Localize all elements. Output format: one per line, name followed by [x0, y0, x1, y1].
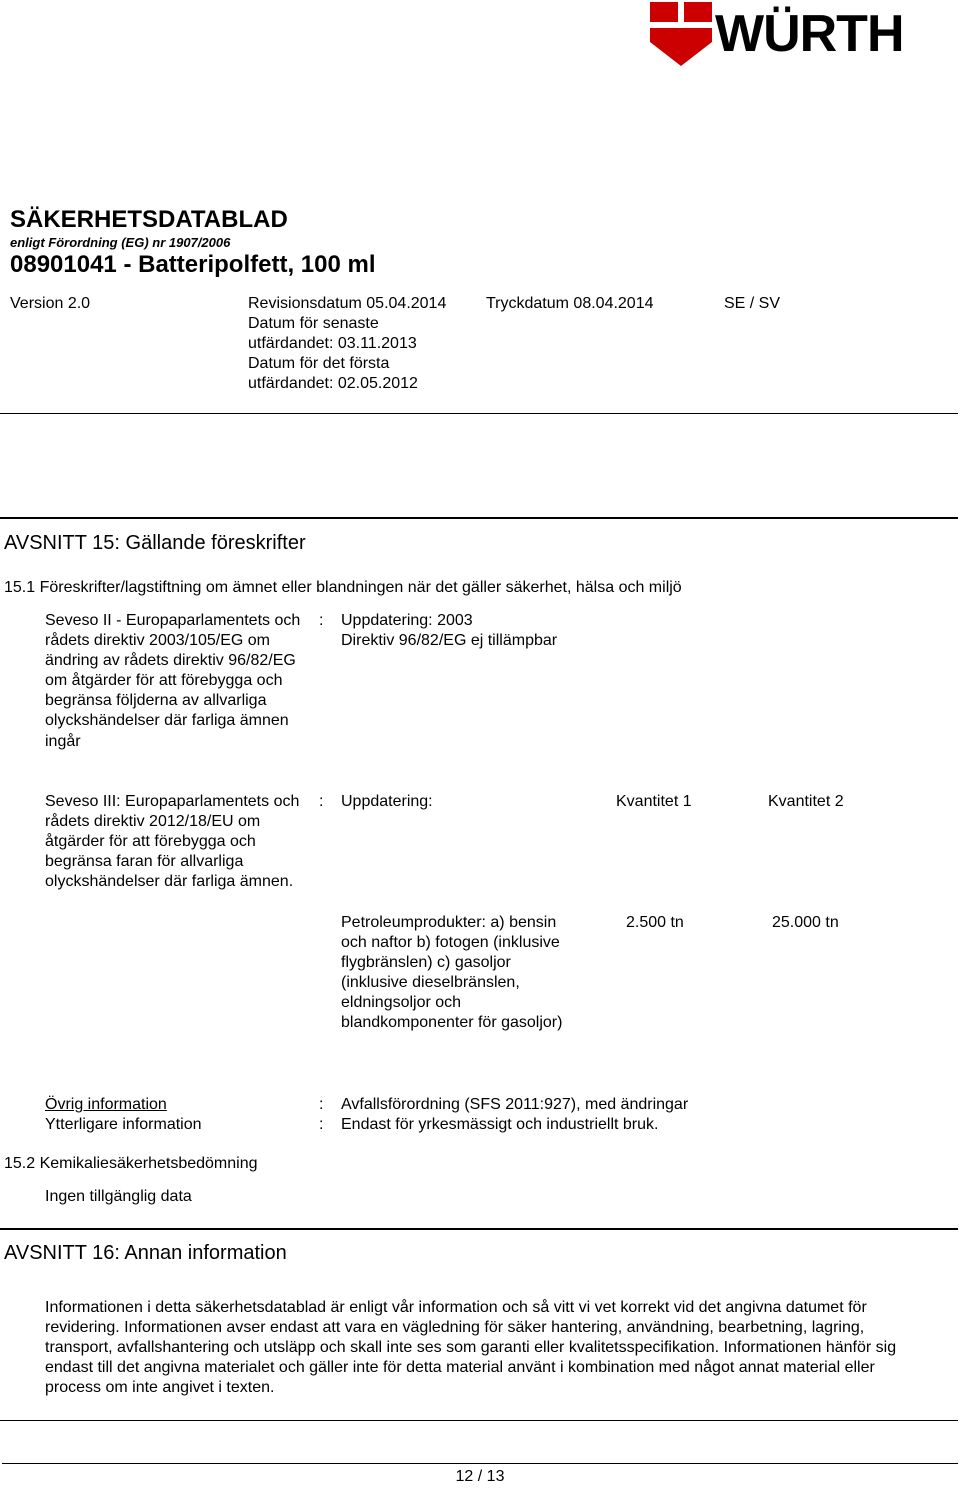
- seveso-ii-update: Uppdatering: 2003: [341, 612, 473, 629]
- seveso-iii-label: Seveso III: Europaparlamentets och rådets direktiv 2012/18/EU om åtgärder för att förebygga och begränsa faran för allvarliga olyckshändelser där farliga ämnen.: [45, 793, 300, 891]
- petroleum-products-item: Petroleumprodukter: a) bensin och naftor b) fotogen (inklusive flygbränslen) c) gasoljor (inklusive dieselbränslen, eldningsoljor och blandkomponenter för gasoljor): [341, 914, 563, 1032]
- last-issue-date: utfärdandet: 03.11.2013: [248, 335, 417, 352]
- seveso-ii-label: Seveso II - Europaparlamentets och rådets direktiv 2003/105/EG om ändring av rådets direktiv 96/82/EG om åtgärder för att förebygga och begränsa följderna av allvarliga olyckshändelser där farliga ämnen ingår: [45, 612, 301, 750]
- subsection-15-1-heading: 15.1 Föreskrifter/lagstiftning om ämnet eller blandningen när det gäller säkerhet, hälsa och miljö: [4, 579, 682, 596]
- subsection-15-2-heading: 15.2 Kemikaliesäkerhetsbedömning: [4, 1155, 258, 1172]
- other-information-value: Avfallsförordning (SFS 2011:927), med ändringar: [341, 1096, 689, 1113]
- seveso-iii-update: Uppdatering:: [341, 793, 433, 810]
- header-divider: [0, 413, 958, 414]
- quantity-2-value: 25.000 tn: [772, 914, 839, 931]
- colon-separator: :: [319, 1096, 324, 1113]
- seveso-ii-applicability: Direktiv 96/82/EG ej tillämpbar: [341, 632, 558, 649]
- language-code: SE / SV: [724, 295, 781, 312]
- footer-divider: [2, 1463, 958, 1464]
- other-information-link[interactable]: Övrig information: [45, 1096, 167, 1113]
- section-15-heading: AVSNITT 15: Gällande föreskrifter: [4, 532, 306, 554]
- colon-separator: :: [319, 793, 324, 810]
- colon-separator: :: [319, 612, 324, 629]
- quantity-1-header: Kvantitet 1: [616, 793, 692, 810]
- further-information-value: Endast för yrkesmässigt och industriellt bruk.: [341, 1116, 659, 1133]
- chemical-safety-assessment-text: Ingen tillgänglig data: [45, 1188, 192, 1205]
- page-number: 12 / 13: [455, 1468, 505, 1485]
- quantity-2-header: Kvantitet 2: [768, 793, 844, 810]
- print-date: Tryckdatum 08.04.2014: [486, 295, 654, 312]
- wurth-logo-icon: [650, 2, 712, 66]
- document-title: SÄKERHETSDATABLAD: [10, 206, 288, 233]
- colon-separator: :: [319, 1116, 324, 1133]
- product-name: 08901041 - Batteripolfett, 100 ml: [10, 251, 376, 278]
- section-divider: [0, 517, 958, 519]
- last-issue-label: Datum för senaste: [248, 315, 379, 332]
- revision-date: Revisionsdatum 05.04.2014: [248, 295, 447, 312]
- section-16-heading: AVSNITT 16: Annan information: [4, 1242, 287, 1264]
- brand-name: WÜRTH: [715, 5, 904, 63]
- section-16-text: Informationen i detta säkerhetsdatablad är enligt vår information och så vitt vi vet korrekt vid det angivna datumet för revidering. Informationen avser endast att vara en vägledning för säker hantering, användning, bearbetning, lagring, transport, avfallshantering och utsläpp och skall inte ses som garanti eller kvalitetsspecifikation. Informationen hänför sig endast till det angivna materialet och gäller inte för detta material använt i kombination med något annat material eller process om inte angivet i texten.: [45, 1299, 897, 1397]
- first-issue-date: utfärdandet: 02.05.2012: [248, 375, 418, 392]
- footer-divider: [0, 1420, 958, 1421]
- further-information-label: Ytterligare information: [45, 1116, 202, 1133]
- first-issue-label: Datum för det första: [248, 355, 390, 372]
- quantity-1-value: 2.500 tn: [626, 914, 684, 931]
- version: Version 2.0: [10, 295, 91, 312]
- section-divider: [0, 1228, 958, 1230]
- regulation-note: enligt Förordning (EG) nr 1907/2006: [10, 235, 231, 250]
